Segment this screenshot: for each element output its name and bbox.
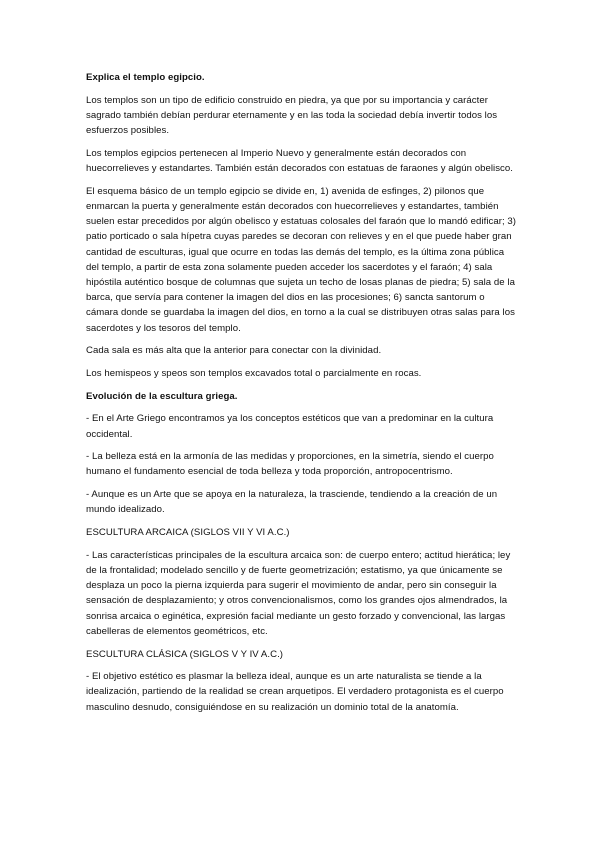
section-classic-sculpture: ESCULTURA CLÁSICA (SIGLOS V Y IV A.C.) <box>86 648 284 660</box>
section-archaic-sculpture: ESCULTURA ARCAICA (SIGLOS VII Y VI A.C.) <box>86 527 290 539</box>
paragraph-temples-stone: Los templos son un tipo de edificio construido en piedra, ya que por su importancia y carácter sagrado también debían perdurar eternamente y en las toda la sociedad debía invertir todos los esfuerzos posibles. <box>86 94 498 137</box>
paragraph-new-empire: Los templos egipcios pertenecen al Imperio Nuevo y generalmente están decorados con huecorrelieves y estandartes. También están decorados con estatuas de faraones y algún obelisco. <box>86 147 514 175</box>
paragraph-temple-scheme: El esquema básico de un templo egipcio se divide en, 1) avenida de esfinges, 2) pilonos que enmarcan la puerta y generalmente están decorados con huecorrelieves y estandartes, también suelen estar precedidos por algún obelisco y estatuas colosales del faraón que lo mandó edificar; 3) patio porticado o sala hípetra cuyas paredes se decoran con relieves y en el que puede haber gran cantidad de esculturas, igual que ocurre en todas las demás del templo, es la última zona pública del templo, a partir de esta zona solamente pueden acceder los sacerdotes y el faraón; 4) sala hipóstila auténtico bosque de columnas que sujeta un techo de losas planas de piedra; 5) sala de la barca, que servía para contener la imagen del dios en las procesiones; 6) sancta santorum o cámara donde se guardaba la imagen del dios, en torno a la cual se distribuyen otras salas para los sacerdotes y los tesoros del templo. <box>86 185 517 334</box>
paragraph-hemispeos: Los hemispeos y speos son templos excavados total o parcialmente en rocas. <box>86 367 422 379</box>
heading-egyptian-temple: Explica el templo egipcio. <box>86 72 205 83</box>
heading-greek-sculpture: Evolución de la escultura griega. <box>86 390 238 402</box>
paragraph-idealized-world: - Aunque es un Arte que se apoya en la naturaleza, la trasciende, tendiendo a la creación de un mundo idealizado. <box>86 489 498 516</box>
paragraph-room-height: Cada sala es más alta que la anterior para conectar con la divinidad. <box>86 345 382 357</box>
paragraph-classic-objective: - El objetivo estético es plasmar la belleza ideal, aunque es un arte naturalista se tiende a la idealización, partiendo de la realidad se crean arquetipos. El verdadero protagonista es el cuerpo masculino desnudo, consiguiéndose en su realización un dominio total de la anatomía. <box>86 671 504 713</box>
paragraph-beauty-harmony: - La belleza está en la armonía de las medidas y proporciones, en la simetría, siendo el cuerpo humano el fundamento esencial de toda belleza y toda proporción, antropocentrismo. <box>86 451 494 478</box>
paragraph-aesthetic-concepts: - En el Arte Griego encontramos ya los conceptos estéticos que van a predominar en la cultura occidental. <box>86 413 494 440</box>
paragraph-archaic-features: - Las características principales de la escultura arcaica son: de cuerpo entero; actitud hierática; ley de la frontalidad; modelado sencillo y de fuerte geometrización; estatismo, ya que únicamente se desplaza un poco la pierna izquierda para sugerir el movimiento de andar, pero sin conseguir la sensación de desplazamiento; y otros convencionalismos, como los grandes ojos almendrados, la sonrisa arcaica o eginética, expresión facial mediante un gesto forzado y convencional, las largas cabelleras de elementos geométricos, etc. <box>86 549 511 637</box>
